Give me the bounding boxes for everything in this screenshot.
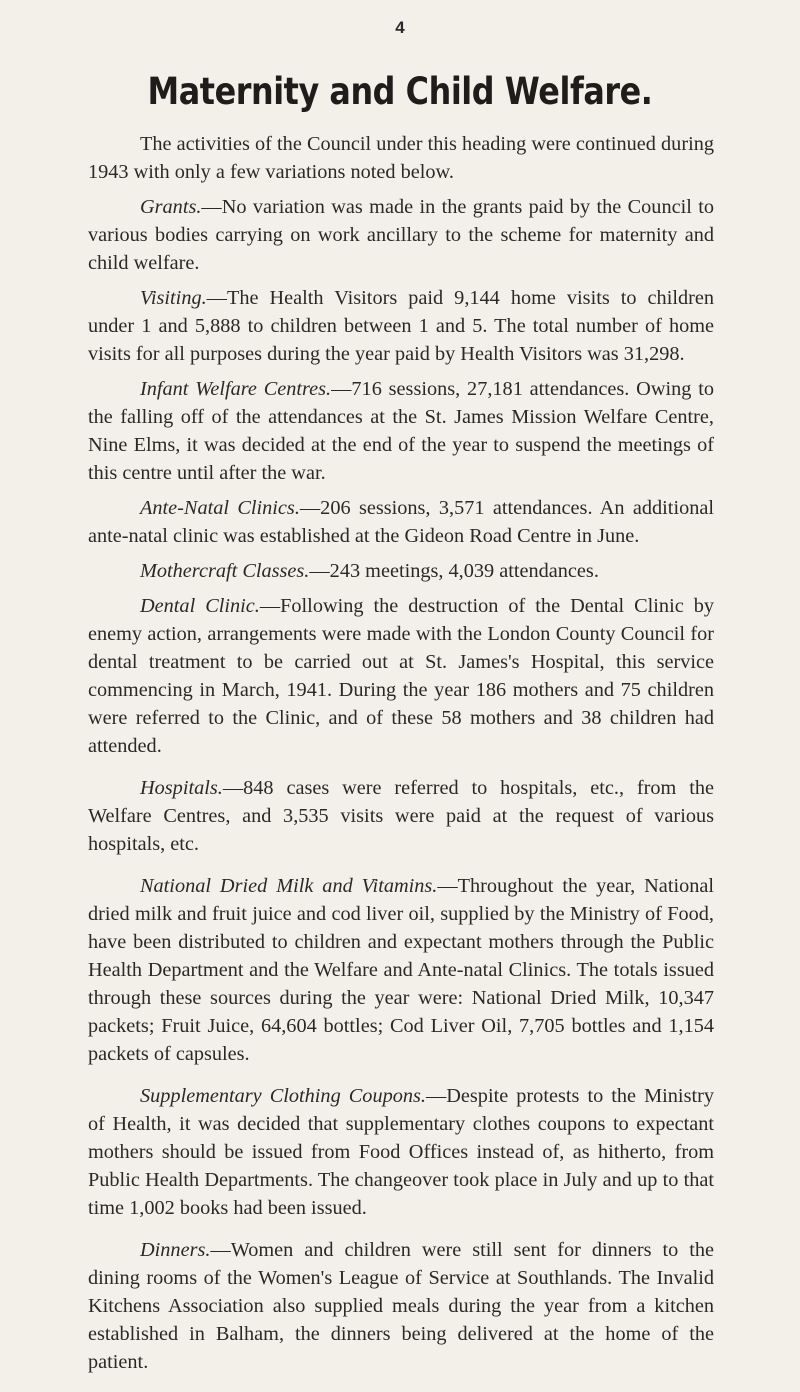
paragraph-text: —Despite protests to the Ministry of Health, it was decided that supplementary clothes coupons to expectant mothers should be issued from Food Offices instead of, as hitherto, from Public Health Departments. The changeover took place in July and up to that time 1,002 books had been issued. [88,1085,714,1219]
paragraph-heading: Hospitals. [140,777,223,799]
paragraph-dinners [88,1236,714,1376]
page-title: Maternity and Child Welfare. [147,70,653,113]
paragraph-text: The activities of the Council under this heading were continued during 1943 with only a few variations noted below. [88,133,714,183]
paragraph-heading: Ante-Natal Clinics. [140,497,300,519]
paragraph-mothercraft-classes [88,557,714,585]
paragraph-text: —No variation was made in the grants paid by the Council to various bodies carrying on work ancillary to the scheme for maternity and child welfare. [88,196,714,274]
paragraph-infant-welfare-centres [88,375,714,487]
paragraph-ante-natal-clinics [88,494,714,550]
paragraph-clothing-coupons [88,1082,714,1222]
paragraph-visiting [88,284,714,368]
paragraph-text: —243 meetings, 4,039 attendances. [309,560,599,582]
paragraph-intro [88,130,714,186]
paragraph-text: —Women and children were still sent for dinners to the dining rooms of the Women's League of Service at Southlands. The Invalid Kitchens Association also supplied meals during the year from a kitchen established in Balham, the dinners being delivered at the home of the patient. [88,1239,714,1373]
paragraph-text: —716 sessions, 27,181 attendances. Owing to the falling off of the attendances at the St. James Mission Welfare Centre, Nine Elms, it was decided at the end of the year to suspend the meetings of this centre until after the war. [88,378,714,484]
paragraph-heading: Mothercraft Classes. [140,560,310,582]
paragraph-text: —206 sessions, 3,571 attendances. An additional ante-natal clinic was established at the Gideon Road Centre in June. [88,497,714,547]
paragraph-dental-clinic [88,592,714,760]
paragraph-text: —Following the destruction of the Dental Clinic by enemy action, arrangements were made with the London County Council for dental treatment to be carried out at St. James's Hospital, this service commencing in March, 1941. During the year 186 mothers and 75 children were referred to the Clinic, and of these 58 mothers and 38 children had attended. [88,595,714,757]
paragraph-text: —The Health Visitors paid 9,144 home visits to children under 1 and 5,888 to children between 1 and 5. The total number of home visits for all purposes during the year paid by Health Visitors was 31,298. [88,287,714,365]
page-number: 4 [395,18,405,37]
paragraph-heading: Infant Welfare Centres. [140,378,332,400]
paragraph-heading: Visiting. [140,287,207,309]
paragraph-heading: Supplementary Clothing Coupons. [140,1085,426,1107]
paragraph-text: —848 cases were referred to hospitals, etc., from the Welfare Centres, and 3,535 visits were paid at the request of various hospitals, etc. [88,777,714,855]
paragraph-text: —Throughout the year, National dried milk and fruit juice and cod liver oil, supplied by the Ministry of Food, have been distributed to children and expectant mothers through the Public Health Department and the Welfare and Ante-natal Clinics. The totals issued through these sources during the year were: National Dried Milk, 10,347 packets; Fruit Juice, 64,604 bottles; Cod Liver Oil, 7,705 bottles and 1,154 packets of capsules. [88,875,715,1065]
paragraph-heading: Grants. [140,196,202,218]
body-text [88,130,714,1383]
paragraph-heading: Dinners. [140,1239,211,1261]
paragraph-heading: National Dried Milk and Vitamins. [140,875,438,897]
paragraph-national-dried-milk [88,872,714,1068]
paragraph-heading: Dental Clinic. [140,595,260,617]
paragraph-grants [88,193,714,277]
paragraph-hospitals [88,774,714,858]
